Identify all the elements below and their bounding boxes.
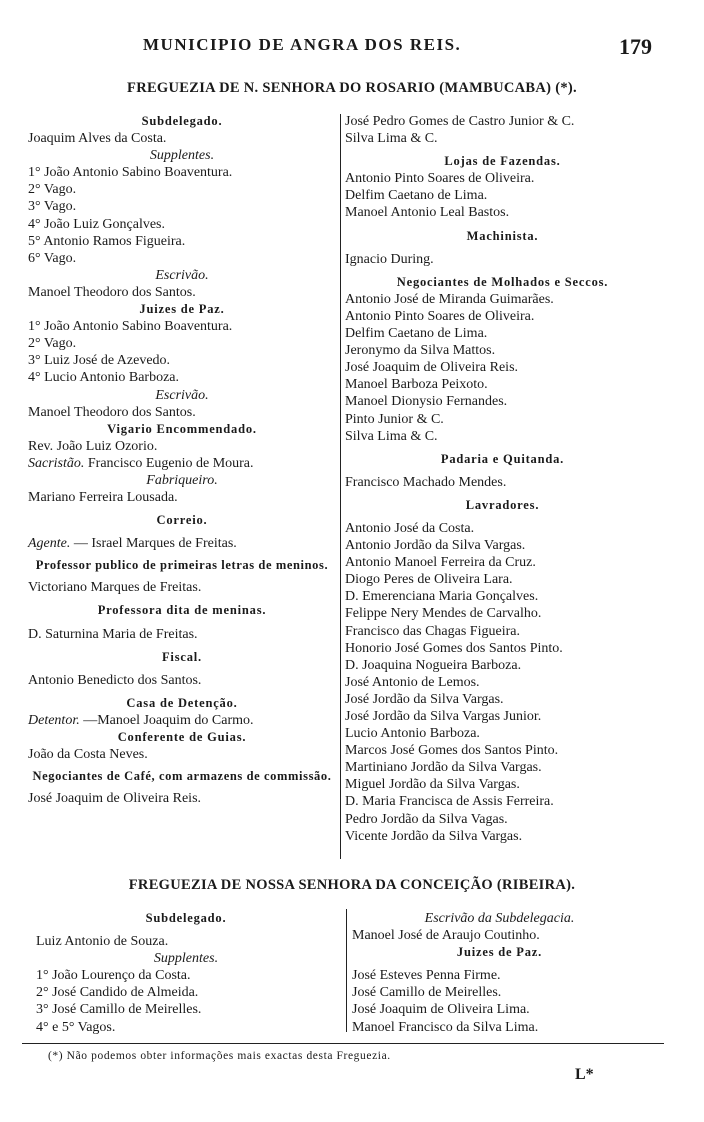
- lavrador-entry: José Jordão da Silva Vargas.: [345, 691, 504, 707]
- section-title-conceicao: FREGUEZIA DE NOSSA SENHORA DA CONCEIÇÃO (RIBEIRA).: [128, 877, 576, 893]
- cafe-name: José Joaquim de Oliveira Reis.: [28, 791, 202, 807]
- supplente-entry: 3° Vago.: [28, 199, 77, 215]
- fazendas-entry: Delfim Caetano de Lima.: [345, 188, 488, 204]
- detentor-label: Detentor.: [28, 712, 80, 728]
- molhados-entry: Manoel Dionysio Fernandes.: [345, 394, 508, 410]
- cafe-entry: Silva Lima & C.: [345, 131, 438, 147]
- lavrador-entry: D. Maria Francisca de Assis Ferreira.: [345, 794, 554, 810]
- molhados-entry: Manoel Barboza Peixoto.: [345, 377, 488, 393]
- lavrador-entry: Diogo Peres de Oliveira Lara.: [345, 572, 513, 588]
- subdelegado-name: Luiz Antonio de Souza.: [36, 934, 169, 950]
- supplente-entry: 1° João Lourenço da Costa.: [36, 968, 191, 984]
- cafe-entry: José Pedro Gomes de Castro Junior & C.: [345, 114, 575, 129]
- lavrador-entry: Francisco das Chagas Figueira.: [345, 623, 520, 639]
- page-title: MUNICIPIO DE ANGRA DOS REIS.: [143, 35, 462, 54]
- detencao-heading: Casa de Detenção.: [126, 695, 238, 710]
- supplente-entry: 2° Vago.: [28, 182, 77, 198]
- lavrador-entry: José Antonio de Lemos.: [345, 674, 480, 690]
- juizes-heading: Juizes de Paz.: [456, 945, 543, 960]
- running-head: [0, 30, 704, 60]
- cafe-heading: Negociantes de Café, com armazens de commissão.: [32, 769, 332, 784]
- juiz-entry: José Joaquim de Oliveira Lima.: [352, 1002, 530, 1018]
- detentor-name: —Manoel Joaquim do Carmo.: [83, 712, 254, 728]
- fazendas-heading: Lojas de Fazendas.: [444, 154, 561, 169]
- lavrador-entry: Antonio Jordão da Silva Vargas.: [345, 538, 526, 554]
- vigario-name: Rev. João Luiz Ozorio.: [28, 438, 158, 454]
- lavrador-entry: Pedro Jordão da Silva Vagas.: [345, 811, 508, 827]
- conferente-name: João da Costa Neves.: [28, 747, 148, 763]
- juizes-heading: Juizes de Paz.: [139, 302, 225, 317]
- sacristao-name: Francisco Eugenio de Moura.: [87, 455, 254, 471]
- lavrador-entry: Vicente Jordão da Silva Vargas.: [345, 828, 523, 844]
- page-number: 179: [619, 34, 652, 59]
- footnote-rule: [22, 1043, 664, 1044]
- footnote: (*) Não podemos obter informações mais exactas desta Freguezia.: [48, 1050, 391, 1062]
- molhados-entry: Silva Lima & C.: [345, 428, 438, 444]
- vigario-heading: Vigario Encommendado.: [107, 421, 257, 436]
- lavrador-entry: Marcos José Gomes dos Santos Pinto.: [345, 743, 559, 759]
- lavrador-entry: Felippe Nery Mendes de Carvalho.: [345, 606, 542, 622]
- detentor-entry: [28, 712, 336, 729]
- conferente-heading: Conferente de Guias.: [117, 730, 247, 744]
- supplentes-heading: Supplentes.: [149, 148, 215, 164]
- molhados-entry: Antonio Pinto Soares de Oliveira.: [345, 308, 535, 324]
- juiz-entry: José Camillo de Meirelles.: [352, 985, 502, 1001]
- escrivao-name: Manoel Theodoro dos Santos.: [28, 404, 196, 420]
- professora-name: D. Saturnina Maria de Freitas.: [28, 626, 198, 642]
- machinista-heading: Machinista.: [466, 228, 539, 243]
- agente-entry: [28, 535, 336, 552]
- sacristao-entry: [28, 455, 336, 472]
- subdelegado-heading: Subdelegado.: [141, 114, 223, 128]
- supplente-entry: 4° João Luiz Gonçalves.: [28, 216, 166, 232]
- lavrador-entry: D. Emerenciana Maria Gonçalves.: [345, 589, 539, 605]
- conceicao-left-column: [36, 910, 336, 1036]
- molhados-entry: Antonio José de Miranda Guimarães.: [345, 291, 554, 307]
- juiz-entry: José Esteves Penna Firme.: [352, 968, 501, 984]
- lavrador-entry: Lucio Antonio Barboza.: [345, 726, 480, 742]
- supplente-entry: 6° Vago.: [28, 250, 77, 266]
- lavrador-entry: D. Joaquina Nogueira Barboza.: [345, 657, 522, 673]
- escrivao-heading: Escrivão.: [155, 387, 209, 403]
- molhados-entry: José Joaquim de Oliveira Reis.: [345, 360, 519, 376]
- agente-name: — Israel Marques de Freitas.: [73, 536, 237, 552]
- fazendas-entry: Manoel Antonio Leal Bastos.: [345, 205, 510, 221]
- lavrador-entry: Miguel Jordão da Silva Vargas.: [345, 777, 520, 793]
- supplente-entry: 3° José Camillo de Meirelles.: [36, 1002, 202, 1018]
- juiz-entry: 3° Luiz José de Azevedo.: [28, 353, 171, 369]
- agente-label: Agente.: [28, 536, 71, 552]
- supplente-entry: 5° Antonio Ramos Figueira.: [28, 233, 186, 249]
- column-divider: [346, 909, 347, 1032]
- supplente-entry: 2° José Candido de Almeida.: [36, 985, 199, 1001]
- professor-name: Victoriano Marques de Freitas.: [28, 580, 202, 596]
- correio-heading: Correio.: [156, 513, 208, 528]
- padaria-name: Francisco Machado Mendes.: [345, 474, 507, 490]
- juiz-entry: 2° Vago.: [28, 336, 77, 352]
- padaria-heading: Padaria e Quitanda.: [440, 451, 565, 466]
- conceicao-right-column: [352, 910, 647, 1036]
- fiscal-heading: Fiscal.: [162, 649, 202, 664]
- column-divider: [340, 114, 341, 859]
- lavrador-entry: Antonio José da Costa.: [345, 520, 475, 536]
- fiscal-name: Antonio Benedicto dos Santos.: [28, 672, 202, 688]
- sacristao-label: Sacristão.: [28, 455, 85, 471]
- subdelegado-heading: Subdelegado.: [145, 911, 227, 925]
- printer-signature: L*: [575, 1066, 594, 1083]
- lavradores-heading: Lavradores.: [465, 497, 540, 512]
- lavrador-entry: Antonio Manoel Ferreira da Cruz.: [345, 555, 536, 571]
- juiz-entry: 1° João Antonio Sabino Boaventura.: [28, 319, 233, 335]
- rosario-left-column: [28, 113, 336, 807]
- juiz-entry: Manoel Francisco da Silva Lima.: [352, 1019, 539, 1035]
- molhados-entry: Jeronymo da Silva Mattos.: [345, 343, 496, 359]
- escrivao-name: Manoel José de Araujo Coutinho.: [352, 928, 540, 944]
- section-title-rosario: FREGUEZIA DE N. SENHORA DO ROSARIO (MAMBUCABA) (*).: [127, 80, 577, 96]
- rosario-right-column: [345, 113, 660, 845]
- supplente-entry: 1° João Antonio Sabino Boaventura.: [28, 165, 233, 181]
- molhados-entry: Pinto Junior & C.: [345, 411, 444, 427]
- lavrador-entry: Martiniano Jordão da Silva Vargas.: [345, 760, 542, 776]
- lavrador-entry: José Jordão da Silva Vargas Junior.: [345, 709, 542, 724]
- escrivao-heading: Escrivão.: [155, 267, 209, 283]
- fabriqueiro-name: Mariano Ferreira Lousada.: [28, 490, 178, 506]
- escrivao-subdelegacia-heading: Escrivão da Subdelegacia.: [424, 911, 575, 926]
- supplente-entry: 4° e 5° Vagos.: [36, 1019, 116, 1035]
- professora-heading: Professora dita de meninas.: [97, 603, 267, 618]
- subdelegado-name: Joaquim Alves da Costa.: [28, 131, 167, 147]
- fabriqueiro-heading: Fabriqueiro.: [146, 472, 218, 488]
- juiz-entry: 4° Lucio Antonio Barboza.: [28, 370, 180, 386]
- molhados-entry: Delfim Caetano de Lima.: [345, 326, 488, 342]
- machinista-name: Ignacio During.: [345, 251, 434, 267]
- escrivao-name: Manoel Theodoro dos Santos.: [28, 284, 196, 300]
- fazendas-entry: Antonio Pinto Soares de Oliveira.: [345, 171, 535, 187]
- molhados-heading: Negociantes de Molhados e Seccos.: [396, 274, 609, 289]
- lavrador-entry: Honorio José Gomes dos Santos Pinto.: [345, 640, 563, 656]
- supplentes-heading: Supplentes.: [153, 951, 219, 967]
- professor-heading: Professor publico de primeiras letras de meninos.: [35, 558, 329, 573]
